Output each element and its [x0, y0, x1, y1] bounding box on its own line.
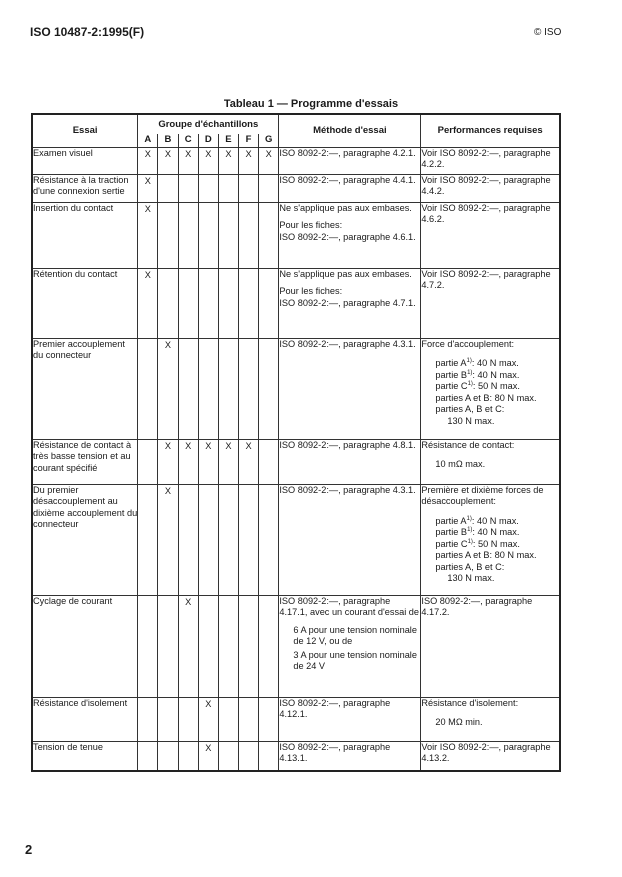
performances-cell	[421, 338, 560, 439]
group-mark	[259, 741, 279, 771]
group-mark	[238, 484, 258, 595]
essai-cell: Résistance à la traction d'une connexion sertie	[32, 174, 138, 202]
test-program-table	[31, 113, 561, 772]
header-essai: Essai	[32, 114, 138, 147]
group-mark	[178, 202, 198, 268]
group-mark	[238, 595, 258, 697]
copyright-notice: © ISO	[534, 27, 562, 38]
performances-label: Première et dixième forces de désaccouplement:	[421, 484, 544, 506]
essai-cell: Rétention du contact	[32, 268, 138, 338]
performances-list-item: partie $A^{1)}$: 40 N max.	[435, 357, 519, 368]
performances-text: Voir ISO 8092-2:—, paragraphe 4.4.2.	[421, 174, 551, 196]
performances-cell	[421, 741, 560, 771]
methode-text: ISO 8092-2:—, paragraphe 4.8.1.	[279, 439, 416, 450]
group-mark	[259, 697, 279, 741]
group-mark	[259, 484, 279, 595]
group-mark	[218, 174, 238, 202]
group-mark	[178, 268, 198, 338]
group-mark	[138, 595, 158, 697]
performances-cell	[421, 147, 560, 174]
performances-cell	[421, 484, 560, 595]
group-mark	[259, 595, 279, 697]
performances-text: Voir ISO 8092-2:—, paragraphe 4.2.2.	[421, 147, 551, 169]
essai-cell: Cyclage de courant	[32, 595, 138, 697]
group-mark: X	[138, 268, 158, 338]
group-mark	[259, 338, 279, 439]
performances-list-item: partie $B^{1)}$: 40 N max.	[435, 526, 520, 537]
group-mark	[198, 202, 218, 268]
group-mark: X	[198, 697, 218, 741]
performances-cell	[421, 268, 560, 338]
essai-cell: Insertion du contact	[32, 202, 138, 268]
table-caption: Tableau 1 — Programme d'essais	[223, 98, 399, 110]
table-row	[32, 439, 560, 484]
essai-cell: Premier accouplement du connecteur	[32, 338, 138, 439]
performances-list-item: parties A, B et C:	[435, 561, 505, 572]
methode-cell	[279, 595, 421, 697]
group-mark	[198, 484, 218, 595]
group-mark: X	[158, 338, 178, 439]
performances-list-item: 130 N max.	[447, 573, 495, 583]
group-mark: X	[138, 174, 158, 202]
performances-list-item: partie $C^{1)}$: 50 N max.	[435, 380, 520, 391]
group-mark	[158, 202, 178, 268]
performances-cell	[421, 439, 560, 484]
standard-reference: ISO 10487-2:1995(F)	[30, 25, 145, 39]
methode-cell	[279, 741, 421, 771]
group-mark	[138, 697, 158, 741]
essai-cell: Du premier désaccouplement au dixième accouplement du connecteur	[32, 484, 138, 595]
group-mark	[158, 595, 178, 697]
table-row	[32, 338, 560, 439]
table-row	[32, 202, 560, 268]
methode-subtext: 3 A pour une tension nominale de 24 V	[293, 649, 417, 671]
header-methode: Méthode d'essai	[279, 114, 421, 147]
methode-cell	[279, 202, 421, 268]
group-mark	[238, 202, 258, 268]
methode-text: ISO 8092-2:—, paragraphe 4.4.1.	[279, 174, 416, 185]
group-mark	[198, 338, 218, 439]
group-mark	[218, 741, 238, 771]
table-body	[32, 147, 560, 771]
group-mark	[238, 268, 258, 338]
group-mark	[218, 697, 238, 741]
group-mark	[218, 595, 238, 697]
group-mark	[218, 202, 238, 268]
group-mark: X	[198, 439, 218, 484]
group-mark: X	[178, 595, 198, 697]
methode-text: ISO 8092-2:—, paragraphe 4.13.1.	[279, 741, 391, 763]
group-mark: X	[198, 147, 218, 174]
essai-cell: Résistance d'isolement	[32, 697, 138, 741]
performances-list-item: partie $B^{1)}$: 40 N max.	[435, 369, 520, 380]
group-mark	[178, 697, 198, 741]
table-row	[32, 484, 560, 595]
group-mark	[138, 484, 158, 595]
group-letter-e: E	[218, 134, 238, 147]
performances-cell	[421, 595, 560, 697]
performances-text: Voir ISO 8092-2:—, paragraphe 4.6.2.	[421, 202, 551, 224]
group-mark: X	[178, 147, 198, 174]
group-mark: X	[138, 202, 158, 268]
methode-text: ISO 8092-2:—, paragraphe 4.17.1, avec un courant d'essai de	[279, 595, 420, 617]
group-mark: X	[238, 147, 258, 174]
performances-cell	[421, 202, 560, 268]
group-mark	[259, 202, 279, 268]
performances-list-item: partie $A^{1)}$: 40 N max.	[435, 515, 519, 526]
performances-list-item: parties A, B et C:	[435, 404, 505, 414]
table-row	[32, 697, 560, 741]
group-mark: X	[158, 484, 178, 595]
group-mark	[238, 697, 258, 741]
group-mark: X	[259, 147, 279, 174]
group-mark	[238, 338, 258, 439]
table-row	[32, 174, 560, 202]
page-number: 2	[25, 842, 33, 857]
methode-text: ISO 8092-2:—, paragraphe 4.3.1.	[279, 338, 416, 349]
group-mark	[138, 439, 158, 484]
essai-cell: Tension de tenue	[32, 741, 138, 771]
group-mark	[259, 439, 279, 484]
group-mark: X	[158, 147, 178, 174]
group-letter-f: F	[238, 134, 258, 147]
methode-cell	[279, 439, 421, 484]
performances-list-item: partie $C^{1)}$: 50 N max.	[435, 538, 520, 549]
group-letter-b: B	[158, 134, 178, 147]
performances-label: Force d'accouplement:	[421, 338, 515, 349]
performances-label: Résistance de contact:	[421, 439, 515, 450]
performances-cell	[421, 174, 560, 202]
methode-cell	[279, 338, 421, 439]
group-mark	[178, 484, 198, 595]
group-mark: X	[178, 439, 198, 484]
performances-value: 20 MΩ min.	[435, 717, 483, 727]
header-performances: Performances requises	[421, 114, 560, 147]
methode-text: ISO 8092-2:—, paragraphe 4.3.1.	[279, 484, 416, 495]
essai-cell: Résistance de contact à très basse tension et au courant spécifié	[32, 439, 138, 484]
group-mark	[158, 741, 178, 771]
methode-text: ISO 8092-2:—, paragraphe 4.2.1.	[279, 147, 416, 158]
group-mark	[198, 268, 218, 338]
methode-text: ISO 8092-2:—, paragraphe 4.12.1.	[279, 697, 391, 719]
performances-text: ISO 8092-2:—, paragraphe 4.17.2.	[421, 595, 533, 617]
performances-list-item: 130 N max.	[447, 415, 495, 426]
methode-text: Pour les fiches: ISO 8092-2:—, paragraphe 4.6.1.	[279, 220, 416, 242]
group-mark	[259, 268, 279, 338]
methode-text: Ne s'applique pas aux embases.	[279, 268, 412, 279]
group-mark	[138, 741, 158, 771]
table-row	[32, 268, 560, 338]
table-row	[32, 595, 560, 697]
header-groupe: Groupe d'échantillons	[138, 114, 279, 134]
methode-cell	[279, 174, 421, 202]
performances-cell	[421, 697, 560, 741]
group-mark	[238, 741, 258, 771]
methode-text: Pour les fiches: ISO 8092-2:—, paragraphe 4.7.1.	[279, 286, 416, 308]
table-row	[32, 741, 560, 771]
group-letter-c: C	[178, 134, 198, 147]
group-mark: X	[138, 147, 158, 174]
methode-cell	[279, 484, 421, 595]
performances-text: Voir ISO 8092-2:—, paragraphe 4.13.2.	[421, 741, 551, 763]
performances-value: 10 mΩ max.	[435, 459, 486, 469]
group-mark	[198, 595, 218, 697]
group-mark	[198, 174, 218, 202]
group-mark	[218, 268, 238, 338]
performances-text: Voir ISO 8092-2:—, paragraphe 4.7.2.	[421, 268, 551, 290]
group-mark	[178, 338, 198, 439]
methode-cell	[279, 697, 421, 741]
methode-subtext: 6 A pour une tension nominale de 12 V, ou de	[293, 624, 417, 646]
methode-cell	[279, 147, 421, 174]
group-mark: X	[238, 439, 258, 484]
group-mark	[158, 268, 178, 338]
performances-list-item: parties A et B: 80 N max.	[435, 550, 537, 560]
group-mark	[158, 174, 178, 202]
methode-text: Ne s'applique pas aux embases.	[279, 202, 412, 213]
essai-cell: Examen visuel	[32, 147, 138, 174]
group-mark: X	[158, 439, 178, 484]
group-mark: X	[198, 741, 218, 771]
group-mark	[178, 741, 198, 771]
group-mark: X	[218, 147, 238, 174]
performances-list-item: parties A et B: 80 N max.	[435, 392, 537, 403]
group-letter-a: A	[138, 134, 158, 147]
group-letter-d: D	[198, 134, 218, 147]
group-mark	[218, 484, 238, 595]
group-mark: X	[218, 439, 238, 484]
group-mark	[158, 697, 178, 741]
methode-cell	[279, 268, 421, 338]
performances-label: Résistance d'isolement:	[421, 697, 519, 708]
group-mark	[218, 338, 238, 439]
group-mark	[259, 174, 279, 202]
group-letter-g: G	[259, 134, 279, 147]
group-mark	[138, 338, 158, 439]
table-row	[32, 147, 560, 174]
group-mark	[178, 174, 198, 202]
group-mark	[238, 174, 258, 202]
